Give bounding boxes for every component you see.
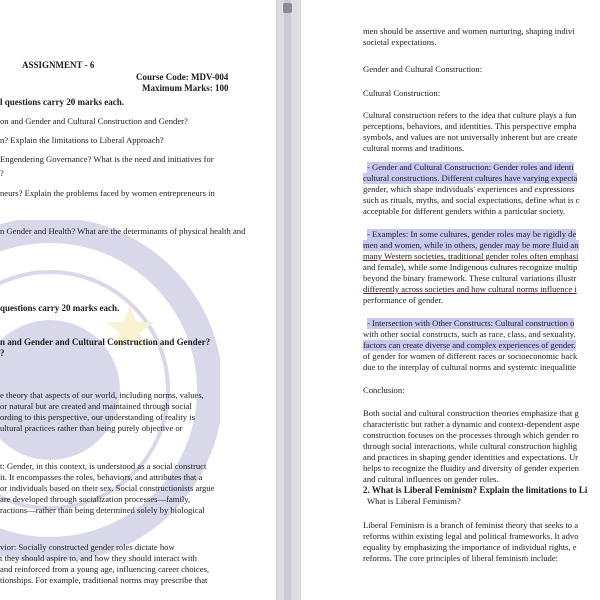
document-page-left <box>0 0 277 600</box>
paragraph-line: characteristic but rather a dynamic and context-dependent aspe <box>363 419 580 429</box>
page-gutter <box>277 0 299 600</box>
bullet-examples: - Examples: In some cultures, gender roles may be rigidly de <box>367 229 577 239</box>
section-a-note: l questions carry 20 marks each. <box>0 97 124 107</box>
paragraph-line: are developed through socialization processes—family, <box>0 494 191 504</box>
paragraph-line: ractions—rather than being determined solely by biological <box>0 505 205 515</box>
bullet-intersection: - Intersection with Other Constructs: Cultural construction o <box>367 318 575 328</box>
answer-heading-line-2: ? <box>0 348 5 358</box>
paragraph-line: construction focuses on the processes through which gender ro <box>363 430 579 440</box>
question-3-line-1: Engendering Governance? What is the need and initiatives for <box>0 154 214 164</box>
maximum-marks: Maximum Marks: 100 <box>142 83 229 93</box>
paragraph-line: acceptable for different genders within a particular society. <box>363 206 566 216</box>
paragraph-line: helps to recognize the fluidity and diversity of gender experien <box>363 463 579 473</box>
heading-conclusion: Conclusion: <box>363 385 405 395</box>
paragraph-line: tionships. For example, traditional norms may prescribe that <box>0 575 208 585</box>
paragraph-line: reforms. The core principles of liberal feminism include: <box>363 553 559 563</box>
document-page-right <box>300 0 600 600</box>
section-b-note: questions carry 20 marks each. <box>0 303 120 313</box>
paragraph-line: t they should aspire to, and how they should interact with <box>0 553 197 563</box>
question-2: n? Explain the limitations to Liberal Approach? <box>0 135 164 145</box>
heading-cultural-construction: Cultural Construction: <box>363 88 441 98</box>
paragraph-line: cultural norms and traditions. <box>363 143 465 153</box>
paragraph-line: Both social and cultural construction theories emphasize that g <box>363 408 579 418</box>
paragraph-line: t: Gender, in this context, is understood as a social construct <box>0 461 207 471</box>
paragraph-line: or natural but are created and maintained through social <box>0 401 192 411</box>
question-2-heading: 2. What is Liberal Feminism? Explain the limitations to Li <box>363 485 588 495</box>
paragraph-line: or individuals based on their sex. Social constructionists argue <box>0 483 215 493</box>
paragraph-line: due to the interplay of cultural norms and systemic inequalitie <box>363 362 577 372</box>
paragraph-line: through social interactions, while cultural construction highlig <box>363 441 578 451</box>
paragraph-line: men and women, while in others, gender may be more fluid an <box>363 240 579 250</box>
paragraph-line: and practices in shaping gender identities and expectations. Ur <box>363 452 579 462</box>
question-5: n Gender and Health? What are the determinants of physical health and <box>0 226 246 236</box>
paragraph-line: gender, which shape individuals' experiences and expressions <box>363 184 575 194</box>
paragraph-line: ording to this perspective, our understanding of reality is <box>0 412 195 422</box>
question-2-subheading: What is Liberal Feminism? <box>367 496 461 506</box>
paragraph-line: of gender for women of different races or socioeconomic back <box>363 351 578 361</box>
question-4: neurs? Explain the problems faced by women entrepreneurs in <box>0 188 215 198</box>
paragraph-line: ultural practices rather than being purely objective or <box>0 423 183 433</box>
paragraph-line: cultural constructions. Different cultures have varying expecta <box>363 173 578 183</box>
scrollbar-track[interactable] <box>284 0 291 600</box>
paragraph-line: and reinforced from a young age, influencing career choices, <box>0 564 210 574</box>
question-1: on and Gender and Cultural Construction and Gender? <box>0 116 188 126</box>
paragraph-line: factors can create diverse and complex experiences of gender. <box>363 340 576 350</box>
paragraph-line: differently across societies and how cultural norms influence i <box>363 284 577 294</box>
paragraph-line: and cultural influences on gender roles. <box>363 474 499 484</box>
paragraph-line: and female), while some Indigenous cultures recognize multip <box>363 262 578 272</box>
bullet-gender-cultural: - Gender and Cultural Construction: Gender roles and identi <box>367 162 574 172</box>
scrollbar-thumb[interactable] <box>283 3 292 13</box>
paragraph-line: vior: Socially constructed gender roles dictate how <box>0 542 175 552</box>
paragraph-line: such as rituals, myths, and social expectations, define what is c <box>363 195 580 205</box>
paragraph-line: performance of gender. <box>363 295 443 305</box>
heading-gender-cultural: Gender and Cultural Construction: <box>363 64 483 74</box>
paragraph-line: Cultural construction refers to the idea that culture plays a fun <box>363 110 577 120</box>
paragraph-line: societal expectations. <box>363 37 437 47</box>
paragraph-line: men should be assertive and women nurturing, shaping indivi <box>363 26 575 36</box>
paragraph-line: many Western societies, traditional gender roles often emphasi <box>363 251 579 261</box>
paragraph-line: with other social constructs, such as race, class, and sexuality. <box>363 329 576 339</box>
paragraph-line: it. It encompasses the roles, behaviors, and attributes that a <box>0 472 203 482</box>
paragraph-line: beyond the binary framework. These cultural variations illustr <box>363 273 577 283</box>
paragraph-line: symbols, and values are not universally inherent but are create <box>363 132 578 142</box>
paragraph-line: equality by emphasizing the importance of individual rights, e <box>363 542 577 552</box>
question-3-line-2: ? <box>0 168 4 178</box>
paragraph-line: reforms within existing legal and political frameworks. It advo <box>363 531 579 541</box>
assignment-title: ASSIGNMENT - 6 <box>22 60 95 70</box>
answer-heading: n and Gender and Cultural Construction and Gender? <box>0 337 211 347</box>
paragraph-line: e theory that aspects of our world, including norms, values, <box>0 390 204 400</box>
paragraph-line: perceptions, behaviors, and identities. This perspective empha <box>363 121 577 131</box>
paragraph-line: Liberal Feminism is a branch of feminist theory that seeks to a <box>363 520 579 530</box>
course-code: Course Code: MDV-004 <box>136 72 229 82</box>
